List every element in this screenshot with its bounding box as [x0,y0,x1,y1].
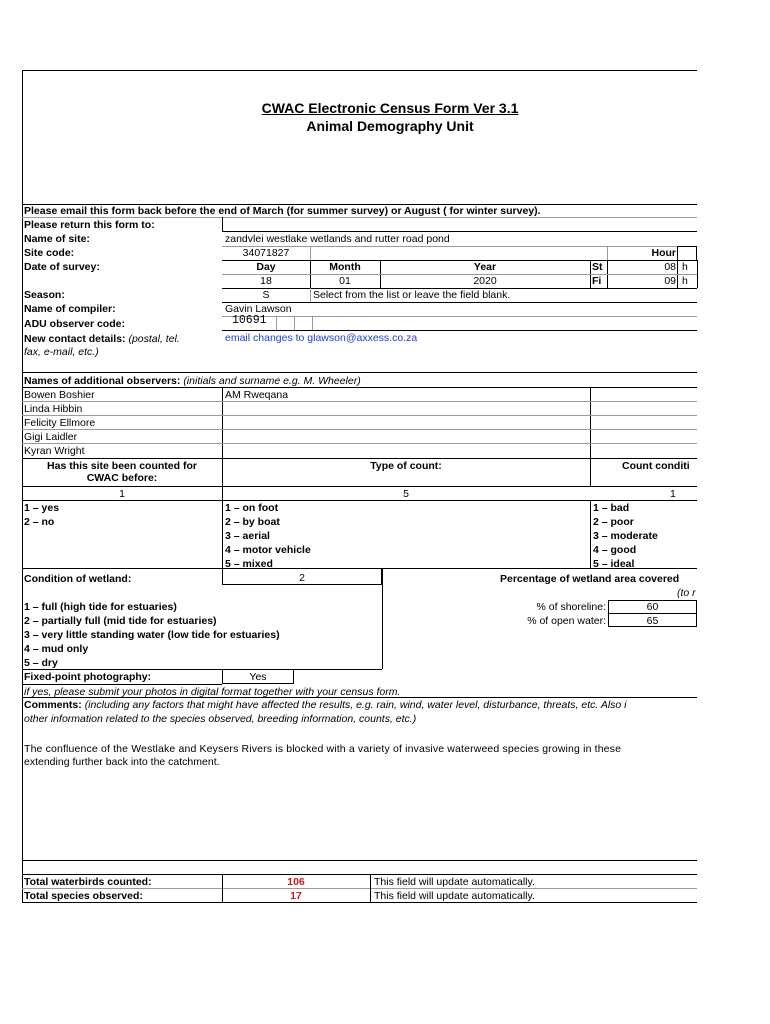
contact-hint-1: (postal, tel. [128,333,180,345]
open-water-label: % of open water: [527,615,606,627]
year-value[interactable]: 2020 [473,275,497,287]
finish-hour[interactable]: 09 [664,275,676,287]
finish-hour-suffix: h [682,275,688,287]
wetland-option-3: 3 – very little standing water (low tide for estuaries) [24,629,280,641]
compiler-value[interactable]: Gavin Lawson [225,303,292,315]
count-type-option-3: 3 – aerial [225,530,270,542]
photo-value[interactable]: Yes [249,671,267,683]
day-header: Day [256,261,276,273]
wetland-option-4: 4 – mud only [24,643,89,655]
site-name-value[interactable]: zandvlei westlake wetlands and rutter road pond [225,233,450,245]
wetland-option-5: 5 – dry [24,657,58,669]
count-type-label: Type of count: [370,460,442,472]
count-condition-option-1: 1 – bad [593,502,630,514]
observer-name-2[interactable]: Linda Hibbin [24,403,83,415]
observer-name-1[interactable]: Bowen Boshier [24,389,95,401]
count-condition-option-5: 5 – ideal [593,558,635,570]
observers-label: Names of additional observers: [24,375,181,387]
count-condition-value[interactable]: 1 [670,488,676,500]
counted-before-option-2: 2 – no [24,516,55,528]
count-conditions-label: Count conditi [622,460,690,472]
shoreline-value[interactable]: 60 [646,601,659,613]
site-code-value[interactable]: 34071827 [242,247,290,259]
survey-date-label: Date of survey: [24,261,100,273]
comments-label: Comments: [24,699,82,711]
count-condition-option-4: 4 – good [593,544,637,556]
comments-hint-2: other information related to the species observed, breeding information, counts, etc.) [24,713,417,725]
count-condition-option-2: 2 – poor [593,516,634,528]
form-title: CWAC Electronic Census Form Ver 3.1 [261,100,519,116]
day-value[interactable]: 18 [260,275,272,287]
site-name-label: Name of site: [24,233,90,245]
counted-before-value[interactable]: 1 [119,488,125,500]
counted-before-label-1: Has this site been counted for [47,460,197,472]
count-type-value[interactable]: 5 [403,488,409,500]
start-label: St [592,261,603,273]
census-form [22,70,697,903]
month-value[interactable]: 01 [339,275,351,287]
photo-note: if yes, please submit your photos in digital format together with your census form. [24,686,401,698]
comments-text-2[interactable]: extending further back into the catchment. [24,756,220,768]
wetland-condition-value[interactable]: 2 [299,572,305,584]
photo-label: Fixed-point photography: [24,671,152,683]
total-species-value: 17 [290,890,302,902]
count-type-option-4: 4 – motor vehicle [225,544,311,556]
finish-label: Fi [592,275,602,287]
month-header: Month [329,261,361,273]
total-species-note: This field will update automatically. [374,890,535,902]
contact-label-line1 [24,333,180,345]
coverage-label: Percentage of wetland area covered [500,573,680,585]
season-value[interactable]: S [262,289,270,301]
wetland-condition-label: Condition of wetland: [24,573,132,585]
counted-before-label-2: CWAC before: [86,472,158,484]
total-waterbirds-value: 106 [287,876,305,888]
observers-heading [24,375,361,387]
total-species-label: Total species observed: [24,890,143,902]
start-hour-suffix: h [682,261,688,273]
shoreline-label: % of shoreline: [536,601,606,613]
count-type-option-2: 2 – by boat [225,516,280,528]
coverage-sub: (to r [677,587,696,599]
count-type-option-5: 5 – mixed [225,558,273,570]
count-type-option-1: 1 – on foot [225,502,279,514]
comments-heading [24,699,627,711]
observer-name-3[interactable]: Felicity Ellmore [24,417,96,429]
counted-before-option-1: 1 – yes [24,502,60,514]
comments-hint-1: (including any factors that might have affected the results, e.g. rain, wind, water level, disturbance, threats, etc. Also i [84,699,627,711]
year-header: Year [473,261,497,273]
contact-value[interactable]: email changes to glawson@axxess.co.za [225,332,418,344]
observers-hint: (initials and surname e.g. M. Wheeler) [183,375,361,387]
observer-name-4[interactable]: Gigi Laidler [24,431,78,443]
adu-code-label: ADU observer code: [24,318,125,330]
observer-name-6[interactable]: AM Rweqana [225,389,289,401]
wetland-option-1: 1 – full (high tide for estuaries) [24,601,177,613]
hour-header: Hour [651,247,676,259]
wetland-option-2: 2 – partially full (mid tide for estuaries) [24,615,217,627]
email-instruction: Please email this form back before the end of March (for summer survey) or August ( for winter survey). [24,205,541,217]
site-code-label: Site code: [24,247,75,259]
season-label: Season: [24,289,65,301]
total-waterbirds-label: Total waterbirds counted: [24,876,152,888]
comments-text-1[interactable]: The confluence of the Westlake and Keysers Rivers is blocked with a variety of invasive waterweed species growing in these [24,743,622,755]
count-condition-option-3: 3 – moderate [593,530,658,542]
return-instruction: Please return this form to: [24,219,155,231]
open-water-value[interactable]: 65 [646,615,659,627]
season-hint: Select from the list or leave the field blank. [313,289,511,301]
compiler-label: Name of compiler: [24,303,116,315]
start-hour[interactable]: 08 [664,261,676,273]
adu-code-value[interactable]: 10691 [232,314,267,327]
form-subtitle: Animal Demography Unit [306,118,474,134]
total-waterbirds-note: This field will update automatically. [374,876,535,888]
observer-name-5[interactable]: Kyran Wright [24,445,85,457]
contact-hint-2: fax, e-mail, etc.) [24,346,99,358]
contact-label: New contact details: [24,333,126,345]
